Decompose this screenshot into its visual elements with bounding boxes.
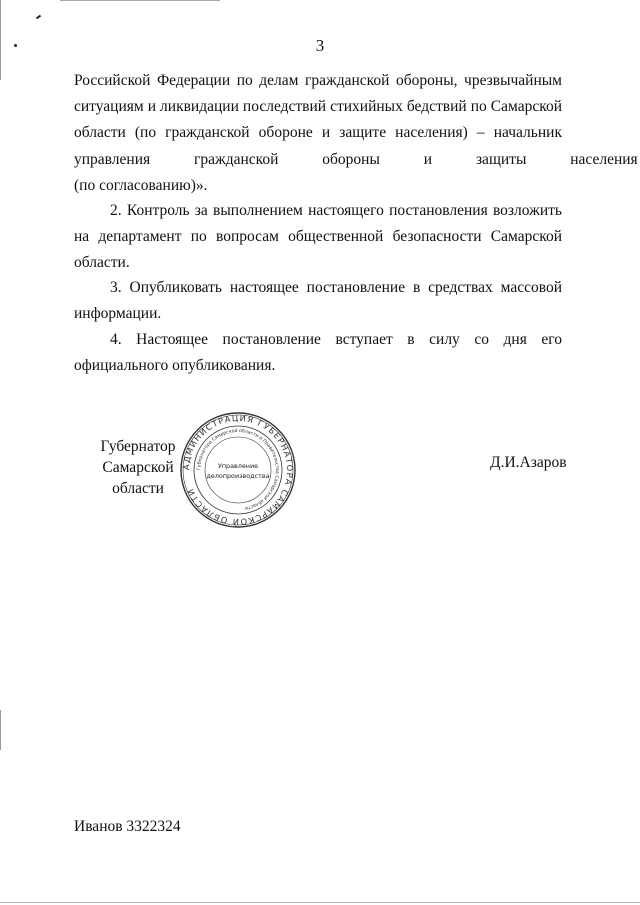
- text-line: на департамент по вопросам общественной безопасности Самарской: [74, 228, 562, 246]
- text-line: 3. Опубликовать настоящее постановление в средствах массовой: [110, 279, 562, 296]
- text-line: (по согласованию)».: [74, 176, 208, 194]
- signatory-name: Д.И.Азаров: [490, 454, 567, 471]
- paragraph-1: [74, 68, 638, 199]
- paragraph-3: [74, 275, 562, 327]
- seal-inner-text: Губернатора Самарской области и Правительства Самарской области: [196, 428, 280, 511]
- text-line: области (по гражданской обороне и защите населения) – начальник: [74, 124, 562, 142]
- seal-center-line2: делопроизводства: [206, 472, 270, 480]
- text-line: ситуациям и ликвидации последствий стихийных бедствий по Самарской: [74, 98, 562, 116]
- text-line: 2. Контроль за выполнением настоящего постановления возложить: [110, 202, 562, 219]
- official-seal: [178, 410, 298, 530]
- scan-edge-mark: [0, 710, 1, 750]
- scan-edge-mark: [36, 15, 41, 20]
- text-line: 4. Настоящее постановление вступает в силу со дня его: [110, 331, 562, 348]
- signature-position-line1: Губернатор: [100, 438, 176, 455]
- text-line: Российской Федерации по делам гражданской обороны, чрезвычайным: [74, 72, 562, 89]
- text-line: официального опубликования.: [74, 357, 276, 375]
- text-line: управления гражданской обороны и защиты населения: [74, 150, 638, 168]
- scan-edge-mark: [60, 0, 220, 1]
- text-line: области.: [74, 254, 130, 272]
- executor-note: Иванов 3322324: [74, 818, 181, 835]
- seal-outer-text: АДМИНИСТРАЦИЯ ГУБЕРНАТОРА САМАРСКОЙ ОБЛАСТИ: [180, 412, 296, 528]
- page-number: 3: [315, 36, 325, 55]
- paragraph-2: [74, 198, 562, 277]
- signature-position-line2: Самарской области: [102, 459, 174, 497]
- page-bottom-edge: [0, 902, 640, 903]
- paragraph-4: [74, 327, 562, 379]
- seal-center-line1: Управление: [217, 462, 259, 470]
- text-line: информации.: [74, 305, 162, 323]
